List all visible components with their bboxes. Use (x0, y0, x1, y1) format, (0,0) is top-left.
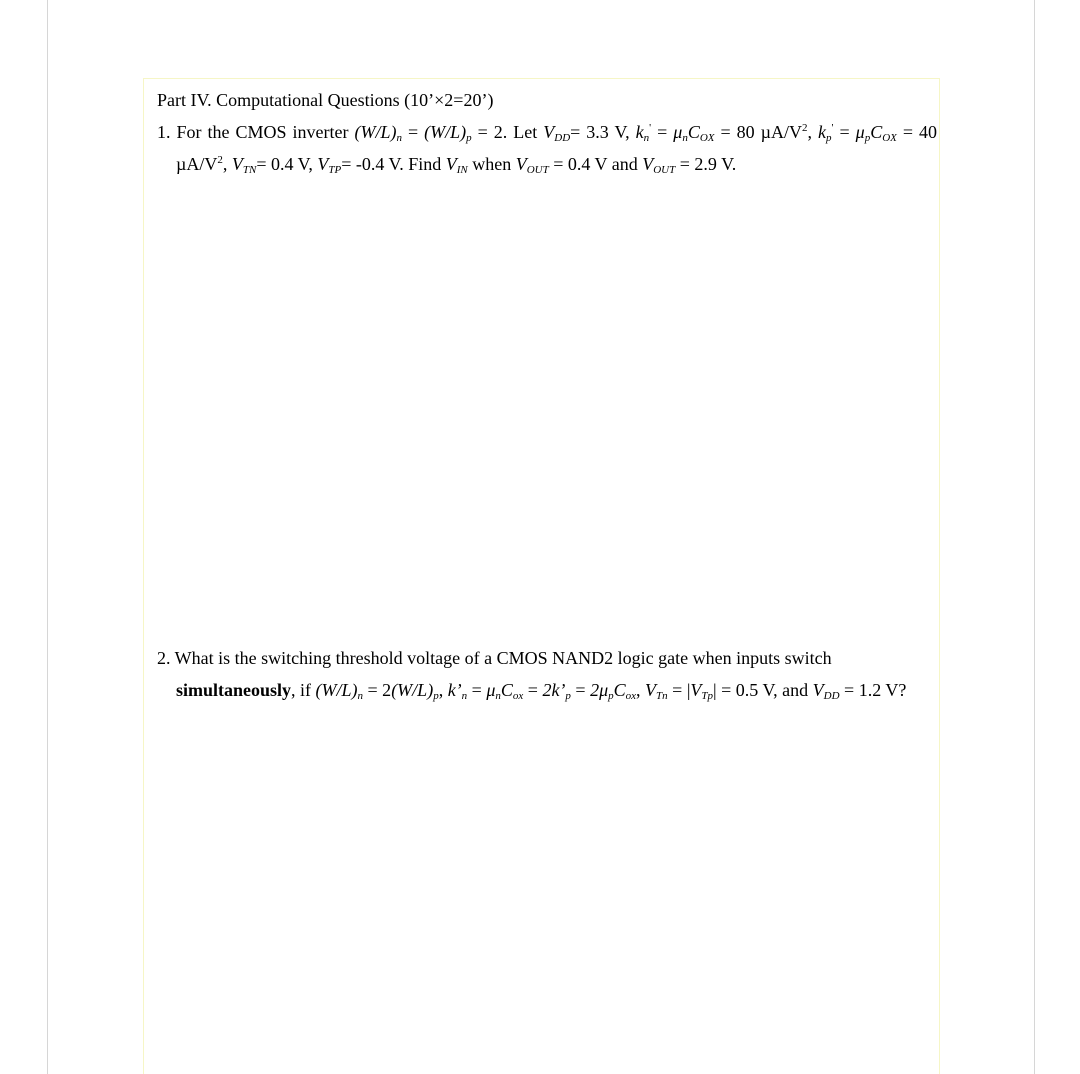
page-left-edge (47, 0, 48, 1074)
question-1 (157, 116, 937, 180)
question-2 (157, 642, 937, 706)
content-frame (143, 78, 940, 1074)
question-1-text: 1. For the CMOS inverter $(W/L)_n = (W/L)_p = 2$. Let $V_{DD}= 3.3$ V, $k_n' = \mu_nC_{OX} = 80$ $\mu A/V^2$, $k_p' = \mu_pC_{OX} = 40$ $\mu A/V^2$, $V_{TN}= 0.4$ V, $V_{TP}= -0.4$ V. Find $V_{IN}$ when $V_{OUT} = 0.4$ V and $V_{OUT} = 2.9$ V. (157, 122, 938, 176)
page-right-edge (1034, 0, 1035, 1074)
section-title-text: Part IV. Computational Questions (10’×2=20’) (157, 90, 494, 110)
section-title (157, 84, 937, 116)
question-2-text: 2. What is the switching threshold voltage of a CMOS NAND2 logic gate when inputs switch simultaneously, if $(W/L)_n = 2(W/L)_p$, $k’_n = \mu_nC_{ox}$ = $2k’_p = 2\mu_pC_{ox}$, $V_{Tn} = |V_{Tp}| = 0.5$ V, and $V_{DD} = 1.2$ V? (157, 648, 907, 702)
